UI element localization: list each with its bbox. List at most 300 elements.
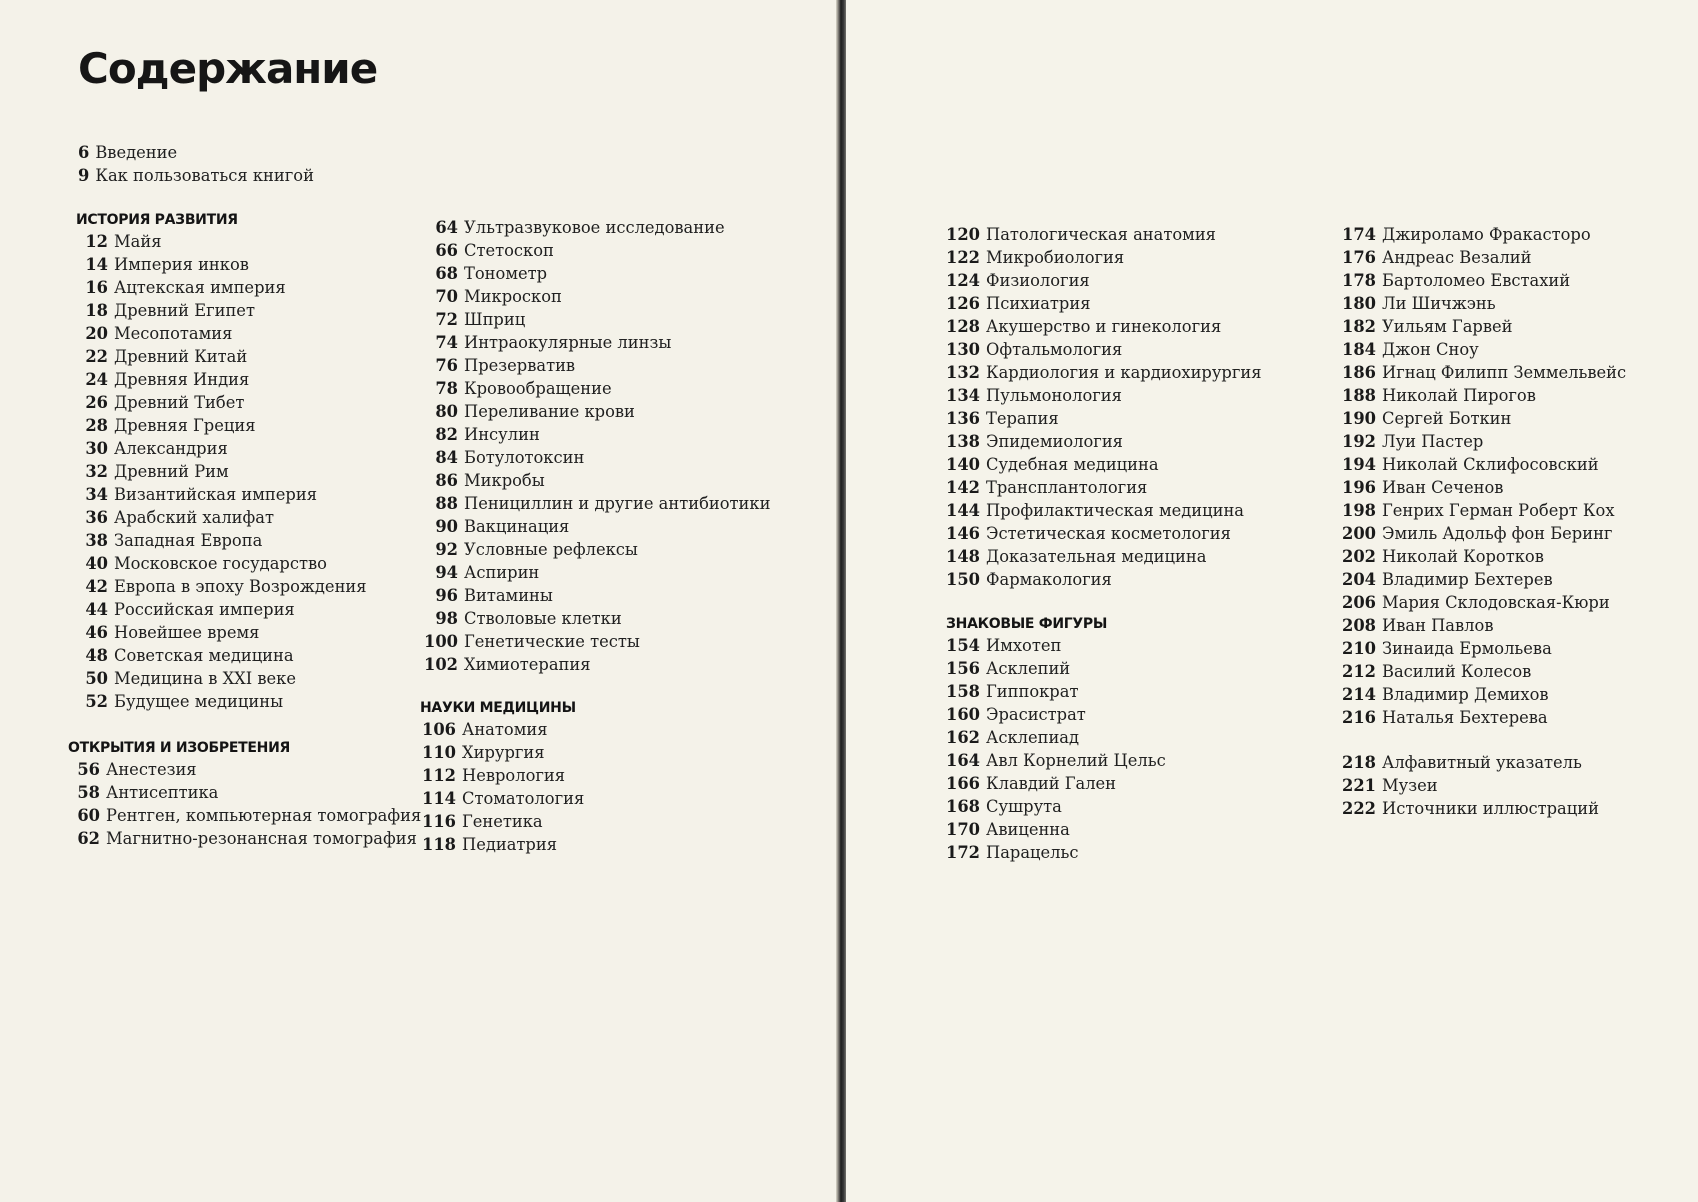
figures-section: [946, 614, 1166, 864]
appendix-list: [1342, 751, 1599, 820]
page-number: 88: [435, 494, 458, 513]
toc-entry: [422, 561, 770, 584]
entry-title: Доказательная медицина: [986, 547, 1207, 566]
toc-entry: [946, 772, 1166, 795]
page-number: 221: [1342, 776, 1376, 795]
toc-entry: [1342, 269, 1626, 292]
page-number: 24: [85, 370, 108, 389]
page-number: 212: [1342, 662, 1376, 681]
toc-entry: [946, 795, 1166, 818]
page-number: 44: [85, 600, 108, 619]
entry-title: Анестезия: [106, 760, 197, 779]
page-number: 180: [1342, 294, 1376, 313]
toc-entry: [946, 703, 1166, 726]
page-number: 98: [435, 609, 458, 628]
entry-title: Рентген, компьютерная томография: [106, 806, 422, 825]
entry-title: Стоматология: [462, 789, 585, 808]
entry-title: Переливание крови: [464, 402, 635, 421]
entry-title: Судебная медицина: [986, 455, 1159, 474]
entry-title: Стволовые клетки: [464, 609, 622, 628]
page-number: 192: [1342, 432, 1376, 451]
page-number: 86: [435, 471, 458, 490]
toc-entry: [1342, 797, 1599, 820]
toc-entry: [1342, 751, 1599, 774]
page-number: 118: [422, 835, 456, 854]
entry-title: Стетоскоп: [464, 241, 554, 260]
toc-entry: [1342, 292, 1626, 315]
page-number: 84: [435, 448, 458, 467]
section-heading-figures: ЗНАКОВЫЕ ФИГУРЫ: [946, 616, 1108, 632]
page-number: 96: [435, 586, 458, 605]
toc-entry: [946, 634, 1166, 657]
page-number: 90: [435, 517, 458, 536]
entry-title: Асклепиад: [986, 728, 1080, 747]
page-number: 214: [1342, 685, 1376, 704]
page-number: 124: [946, 271, 980, 290]
page-number: 204: [1342, 570, 1376, 589]
page-number: 32: [85, 462, 108, 481]
toc-entry: [84, 483, 367, 506]
toc-entry: [946, 476, 1262, 499]
page-number: 134: [946, 386, 980, 405]
section-heading-history: ИСТОРИЯ РАЗВИТИЯ: [76, 212, 238, 228]
toc-entry: [84, 253, 367, 276]
entry-title: Сергей Боткин: [1382, 409, 1512, 428]
toc-entry: [422, 538, 770, 561]
toc-entry: [1342, 430, 1626, 453]
entry-title: Условные рефлексы: [464, 540, 638, 559]
entry-title: Сушрута: [986, 797, 1062, 816]
sciences-section: [420, 698, 584, 856]
page-number: 218: [1342, 753, 1376, 772]
entry-title: Химиотерапия: [464, 655, 591, 674]
entry-title: Тонометр: [464, 264, 548, 283]
page-number: 166: [946, 774, 980, 793]
toc-entry: [1342, 683, 1626, 706]
toc-entry: [946, 657, 1166, 680]
toc-entry: [422, 262, 770, 285]
page-number: 188: [1342, 386, 1376, 405]
entry-title: Будущее медицины: [114, 692, 284, 711]
toc-entry: [1342, 384, 1626, 407]
entry-title: Презерватив: [464, 356, 576, 375]
entry-title: Аспирин: [464, 563, 540, 582]
entry-title: Патологическая анатомия: [986, 225, 1216, 244]
page-number: 64: [435, 218, 458, 237]
toc-entry: [84, 230, 367, 253]
entry-title: Музеи: [1382, 776, 1438, 795]
right-page: [846, 0, 1698, 1202]
entry-title: Николай Пирогов: [1382, 386, 1536, 405]
entry-title: Кардиология и кардиохирургия: [986, 363, 1262, 382]
toc-entry: [422, 584, 770, 607]
entry-title: Микробиология: [986, 248, 1125, 267]
page-number: 156: [946, 659, 980, 678]
entry-title: Владимир Бехтерев: [1382, 570, 1553, 589]
toc-entry: [76, 758, 421, 781]
toc-entry: [946, 568, 1262, 591]
toc-entry: [946, 269, 1262, 292]
toc-entry: [1342, 338, 1626, 361]
page-number: 40: [85, 554, 108, 573]
entry-title: Авиценна: [986, 820, 1070, 839]
entry-title: Мария Склодовская-Кюри: [1382, 593, 1610, 612]
page-number: 182: [1342, 317, 1376, 336]
entry-title: Фармакология: [986, 570, 1112, 589]
page-title: Содержание: [78, 44, 378, 93]
toc-entry: [422, 216, 770, 239]
entry-title: Парацельс: [986, 843, 1079, 862]
toc-entry: [1342, 591, 1626, 614]
entry-title: Ультразвуковое исследование: [464, 218, 725, 237]
page-number: 20: [85, 324, 108, 343]
entry-title: Василий Колесов: [1382, 662, 1532, 681]
entry-title: Игнац Филипп Земмельвейс: [1382, 363, 1627, 382]
page-number: 174: [1342, 225, 1376, 244]
entry-title: Месопотамия: [114, 324, 233, 343]
toc-entry: [84, 575, 367, 598]
entry-title: Трансплантология: [986, 478, 1148, 497]
toc-entry: [946, 223, 1262, 246]
page-number: 136: [946, 409, 980, 428]
entry-title: Европа в эпоху Возрождения: [114, 577, 367, 596]
toc-entry: [946, 338, 1262, 361]
page-number: 30: [85, 439, 108, 458]
toc-entry: [84, 322, 367, 345]
toc-entry: [422, 354, 770, 377]
entry-title: Антисептика: [106, 783, 219, 802]
entry-title: Алфавитный указатель: [1382, 753, 1582, 772]
entry-title: Иван Сеченов: [1382, 478, 1504, 497]
page-number: 38: [85, 531, 108, 550]
toc-entry: [422, 377, 770, 400]
entry-title: Наталья Бехтерева: [1382, 708, 1548, 727]
page-number: 6: [78, 143, 90, 162]
page-number: 178: [1342, 271, 1376, 290]
page-number: 126: [946, 294, 980, 313]
intro-list: [78, 141, 314, 187]
toc-entry: [946, 680, 1166, 703]
page-number: 68: [435, 264, 458, 283]
entry-title: Уильям Гарвей: [1382, 317, 1513, 336]
page-number: 120: [946, 225, 980, 244]
entry-title: Психиатрия: [986, 294, 1091, 313]
page-number: 140: [946, 455, 980, 474]
page-number: 146: [946, 524, 980, 543]
page-number: 22: [85, 347, 108, 366]
entry-title: Магнитно-резонансная томография: [106, 829, 417, 848]
toc-entry: [84, 437, 367, 460]
entry-title: Асклепий: [986, 659, 1071, 678]
page-number: 112: [422, 766, 456, 785]
page-number: 176: [1342, 248, 1376, 267]
toc-entry: [422, 308, 770, 331]
toc-entry: [78, 141, 314, 164]
history-section: [76, 210, 367, 713]
sciences-continued: [946, 223, 1262, 591]
section-heading-sciences: НАУКИ МЕДИЦИНЫ: [420, 700, 576, 716]
toc-entry: [946, 726, 1166, 749]
page-number: 216: [1342, 708, 1376, 727]
entry-title: Империя инков: [114, 255, 249, 274]
page-number: 26: [85, 393, 108, 412]
page-number: 28: [85, 416, 108, 435]
page-number: 168: [946, 797, 980, 816]
page-number: 130: [946, 340, 980, 359]
toc-entry: [946, 818, 1166, 841]
discoveries-section: [68, 738, 421, 850]
toc-entry: [1342, 545, 1626, 568]
toc-entry: [1342, 774, 1599, 797]
entry-title: Генетические тесты: [464, 632, 640, 651]
toc-entry: [1342, 522, 1626, 545]
toc-entry: [1342, 660, 1626, 683]
entry-title: Древняя Греция: [114, 416, 256, 435]
entry-title: Иван Павлов: [1382, 616, 1494, 635]
page-number: 190: [1342, 409, 1376, 428]
toc-entry: [84, 506, 367, 529]
entry-title: Терапия: [986, 409, 1059, 428]
toc-entry: [1342, 476, 1626, 499]
entry-title: Генрих Герман Роберт Кох: [1382, 501, 1615, 520]
toc-entry: [946, 749, 1166, 772]
page-number: 82: [435, 425, 458, 444]
entry-title: Интраокулярные линзы: [464, 333, 672, 352]
toc-entry: [1342, 568, 1626, 591]
toc-entry: [420, 810, 584, 833]
entry-title: Зинаида Ермольева: [1382, 639, 1552, 658]
entry-title: Имхотеп: [986, 636, 1062, 655]
toc-entry: [1342, 453, 1626, 476]
toc-entry: [946, 453, 1262, 476]
entry-title: Арабский халифат: [114, 508, 274, 527]
toc-entry: [1342, 223, 1626, 246]
page-number: 78: [435, 379, 458, 398]
toc-entry: [422, 446, 770, 469]
toc-entry: [420, 787, 584, 810]
page-number: 74: [435, 333, 458, 352]
entry-title: Андреас Везалий: [1382, 248, 1532, 267]
discoveries-list: [68, 758, 421, 850]
page-number: 210: [1342, 639, 1376, 658]
toc-entry: [1342, 499, 1626, 522]
entry-title: Московское государство: [114, 554, 327, 573]
entry-title: Эстетическая косметология: [986, 524, 1231, 543]
entry-title: Вакцинация: [464, 517, 570, 536]
toc-entry: [1342, 407, 1626, 430]
entry-title: Кровообращение: [464, 379, 612, 398]
entry-title: Анатомия: [462, 720, 548, 739]
toc-entry: [422, 285, 770, 308]
page-number: 160: [946, 705, 980, 724]
entry-title: Пенициллин и другие антибиотики: [464, 494, 771, 513]
page-number: 62: [77, 829, 100, 848]
entry-title: Шприц: [464, 310, 526, 329]
entry-title: Владимир Демихов: [1382, 685, 1549, 704]
page-number: 56: [77, 760, 100, 779]
entry-title: Западная Европа: [114, 531, 263, 550]
page-number: 148: [946, 547, 980, 566]
page-number: 186: [1342, 363, 1376, 382]
entry-title: Древняя Индия: [114, 370, 250, 389]
page-number: 158: [946, 682, 980, 701]
toc-entry: [76, 827, 421, 850]
entry-title: Пульмонология: [986, 386, 1122, 405]
page-number: 80: [435, 402, 458, 421]
toc-entry: [422, 515, 770, 538]
toc-entry: [84, 414, 367, 437]
toc-entry: [422, 607, 770, 630]
page-number: 94: [435, 563, 458, 582]
toc-entry: [420, 741, 584, 764]
page-number: 12: [85, 232, 108, 251]
page-number: 138: [946, 432, 980, 451]
toc-entry: [84, 667, 367, 690]
entry-title: Генетика: [462, 812, 543, 831]
page-number: 128: [946, 317, 980, 336]
page-number: 150: [946, 570, 980, 589]
page-number: 14: [85, 255, 108, 274]
entry-title: Микробы: [464, 471, 545, 490]
entry-title: Клавдий Гален: [986, 774, 1117, 793]
toc-entry: [84, 345, 367, 368]
page-number: 206: [1342, 593, 1376, 612]
toc-entry: [422, 653, 770, 676]
entry-title: Византийская империя: [114, 485, 317, 504]
history-list: [76, 230, 367, 713]
page-number: 222: [1342, 799, 1376, 818]
page-number: 58: [77, 783, 100, 802]
entry-title: Витамины: [464, 586, 553, 605]
entry-title: Педиатрия: [462, 835, 557, 854]
toc-entry: [84, 598, 367, 621]
entry-title: Акушерство и гинекология: [986, 317, 1222, 336]
toc-entry: [84, 529, 367, 552]
page-number: 164: [946, 751, 980, 770]
page-number: 60: [77, 806, 100, 825]
entry-title: Хирургия: [462, 743, 545, 762]
page-number: 208: [1342, 616, 1376, 635]
entry-title: Бартоломео Евстахий: [1382, 271, 1571, 290]
toc-entry: [1342, 637, 1626, 660]
entry-title: Медицина в XXI веке: [114, 669, 296, 688]
toc-entry: [84, 644, 367, 667]
toc-entry: [946, 407, 1262, 430]
entry-title: Древний Китай: [114, 347, 248, 366]
toc-entry: [422, 400, 770, 423]
entry-title: Физиология: [986, 271, 1090, 290]
entry-title: Микроскоп: [464, 287, 562, 306]
page-number: 50: [85, 669, 108, 688]
page-number: 202: [1342, 547, 1376, 566]
toc-entry: [78, 164, 314, 187]
toc-entry: [84, 276, 367, 299]
entry-title: Неврология: [462, 766, 566, 785]
page-number: 170: [946, 820, 980, 839]
figures-continued: [1342, 223, 1626, 729]
page-number: 34: [85, 485, 108, 504]
toc-entry: [84, 690, 367, 713]
page-number: 132: [946, 363, 980, 382]
page-number: 196: [1342, 478, 1376, 497]
page-number: 114: [422, 789, 456, 808]
toc-entry: [422, 239, 770, 262]
entry-title: Древний Тибет: [114, 393, 245, 412]
entry-title: Александрия: [114, 439, 228, 458]
toc-entry: [84, 368, 367, 391]
entry-title: Древний Египет: [114, 301, 255, 320]
toc-entry: [422, 423, 770, 446]
entry-title: Майя: [114, 232, 162, 251]
toc-entry: [76, 781, 421, 804]
entry-title: Джон Сноу: [1382, 340, 1479, 359]
page-number: 100: [424, 632, 458, 651]
page-number: 66: [435, 241, 458, 260]
entry-title: Джироламо Фракасторо: [1382, 225, 1591, 244]
page-number: 106: [422, 720, 456, 739]
page-number: 9: [78, 166, 90, 185]
page-number: 172: [946, 843, 980, 862]
entry-title: Новейшее время: [114, 623, 260, 642]
figures-list: [946, 634, 1166, 864]
entry-title: Николай Коротков: [1382, 547, 1544, 566]
page-number: 110: [422, 743, 456, 762]
toc-entry: [946, 292, 1262, 315]
toc-entry: [946, 522, 1262, 545]
entry-title: Луи Пастер: [1382, 432, 1484, 451]
toc-entry: [946, 246, 1262, 269]
entry-title: Инсулин: [464, 425, 540, 444]
entry-title: Как пользоваться книгой: [95, 166, 314, 185]
toc-entry: [422, 492, 770, 515]
entry-title: Эпидемиология: [986, 432, 1123, 451]
toc-entry: [84, 460, 367, 483]
toc-entry: [420, 833, 584, 856]
sciences-list: [420, 718, 584, 856]
entry-title: Николай Склифосовский: [1382, 455, 1599, 474]
entry-title: Авл Корнелий Цельс: [986, 751, 1166, 770]
toc-entry: [1342, 315, 1626, 338]
entry-title: Древний Рим: [114, 462, 229, 481]
toc-entry: [422, 331, 770, 354]
entry-title: Введение: [95, 143, 178, 162]
toc-entry: [84, 621, 367, 644]
page-number: 18: [85, 301, 108, 320]
toc-entry: [946, 315, 1262, 338]
page-number: 46: [85, 623, 108, 642]
page-number: 198: [1342, 501, 1376, 520]
toc-entry: [946, 384, 1262, 407]
page-number: 92: [435, 540, 458, 559]
entry-title: Ли Шичжэнь: [1382, 294, 1496, 313]
entry-title: Гиппократ: [986, 682, 1079, 701]
page-number: 42: [85, 577, 108, 596]
toc-entry: [946, 545, 1262, 568]
toc-entry: [422, 469, 770, 492]
page-number: 200: [1342, 524, 1376, 543]
page-number: 154: [946, 636, 980, 655]
page-number: 116: [422, 812, 456, 831]
toc-entry: [946, 361, 1262, 384]
left-page: [0, 0, 840, 1202]
entry-title: Источники иллюстраций: [1382, 799, 1599, 818]
page-number: 70: [435, 287, 458, 306]
section-heading-discoveries: ОТКРЫТИЯ И ИЗОБРЕТЕНИЯ: [68, 740, 290, 756]
entry-title: Профилактическая медицина: [986, 501, 1245, 520]
entry-title: Российская империя: [114, 600, 295, 619]
page-number: 76: [435, 356, 458, 375]
page-number: 52: [85, 692, 108, 711]
